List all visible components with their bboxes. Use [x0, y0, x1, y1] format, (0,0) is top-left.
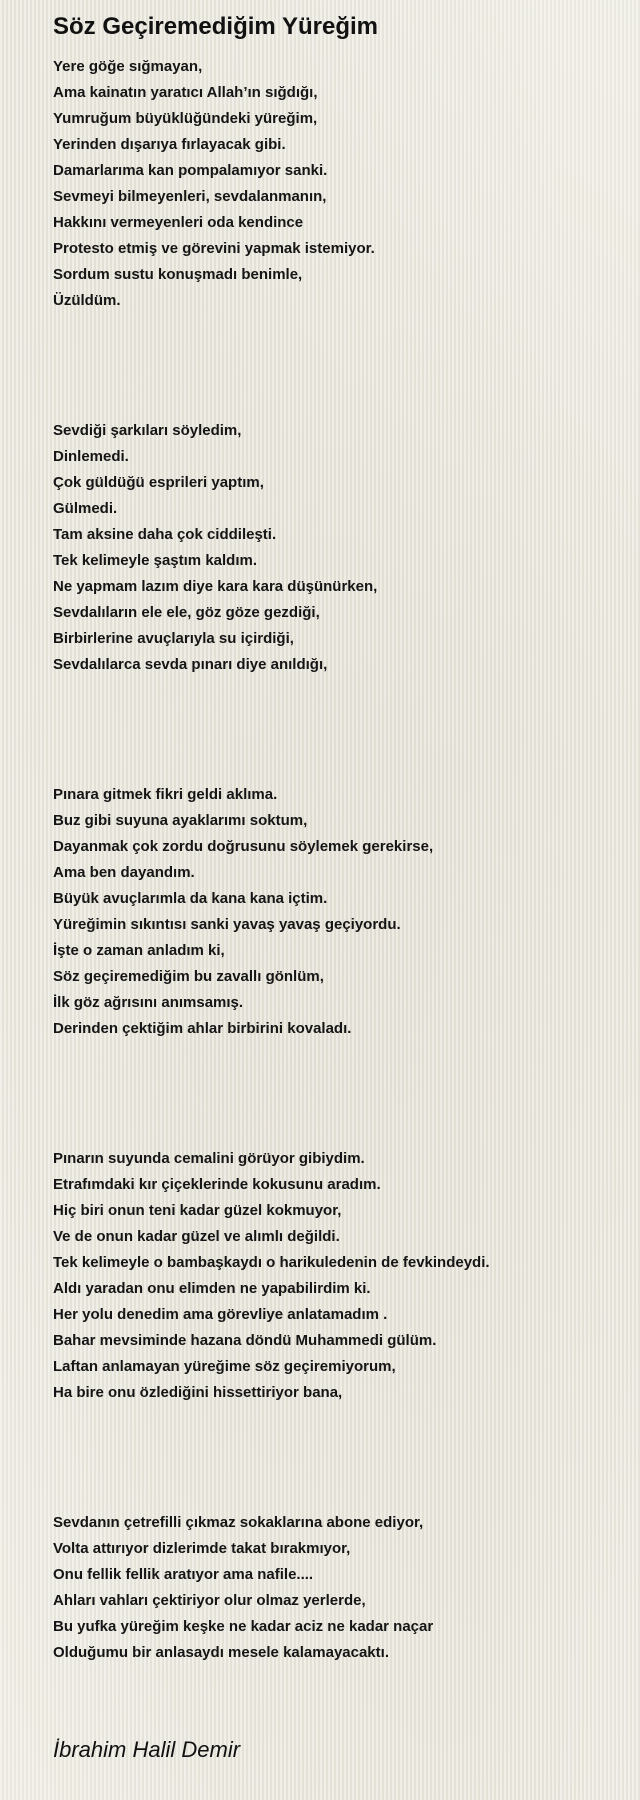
poem-line: Ve de onun kadar güzel ve alımlı değildi. [53, 1228, 340, 1245]
poem-line: Sevdiği şarkıları söyledim, [53, 422, 242, 439]
poem-line: Sevdanın çetrefilli çıkmaz sokaklarına abone ediyor, [53, 1514, 424, 1531]
poem-line: Yere göğe sığmayan, [53, 58, 203, 75]
poem-line: Pınarın suyunda cemalini görüyor gibiydim. [53, 1150, 365, 1167]
poem-line: Pınara gitmek fikri geldi aklıma. [53, 786, 278, 803]
poem-line: Protesto etmiş ve görevini yapmak istemiyor. [53, 240, 375, 257]
poem-line: İşte o zaman anladım ki, [53, 942, 225, 959]
poem-line: Yüreğimin sıkıntısı sanki yavaş yavaş geçiyordu. [53, 916, 401, 933]
poem-line: Söz geçiremediğim bu zavallı gönlüm, [53, 968, 324, 985]
poem-line: Onu fellik fellik aratıyor ama nafile.... [53, 1566, 314, 1583]
poem-line: Tek kelimeyle şaştım kaldım. [53, 552, 258, 569]
poem-title: Söz Geçiremediğim Yüreğim [53, 13, 378, 40]
poem-line: Dinlemedi. [53, 448, 129, 465]
stanza-2 [53, 418, 633, 678]
poem-line: İlk göz ağrısını anımsamış. [53, 994, 244, 1011]
poem-line: Bahar mevsiminde hazana döndü Muhammedi gülüm. [53, 1332, 437, 1349]
poem-body [53, 54, 633, 1666]
poem-line: Yumruğum büyüklüğündeki yüreğim, [53, 110, 318, 127]
poem-container [53, 12, 633, 1666]
poem-line: Damarlarıma kan pompalamıyor sanki. [53, 162, 328, 179]
poem-line: Derinden çektiğim ahlar birbirini kovaladı. [53, 1020, 352, 1037]
poem-line: Ne yapmam lazım diye kara kara düşünürken, [53, 578, 378, 595]
poem-line: Olduğumu bir anlasaydı mesele kalamayacaktı. [53, 1644, 389, 1661]
poem-line: Her yolu denedim ama görevliye anlatamadım . [53, 1306, 388, 1323]
poem-line: Aldı yaradan onu elimden ne yapabilirdim ki. [53, 1280, 371, 1297]
poem-line: Tam aksine daha çok ciddileşti. [53, 526, 277, 543]
poem-line: Buz gibi suyuna ayaklarımı soktum, [53, 812, 308, 829]
poem-line: Laftan anlamayan yüreğime söz geçiremiyorum, [53, 1358, 396, 1375]
poem-line: Ama kainatın yaratıcı Allah’ın sığdığı, [53, 84, 318, 101]
poem-line: Büyük avuçlarımla da kana kana içtim. [53, 890, 328, 907]
poem-line: Tek kelimeyle o bambaşkaydı o harikuledenin de fevkindeydi. [53, 1254, 490, 1271]
poem-line: Ahları vahları çektiriyor olur olmaz yerlerde, [53, 1592, 366, 1609]
poem-line: Çok güldüğü esprileri yaptım, [53, 474, 264, 491]
poem-line: Ha bire onu özlediğini hissettiriyor bana, [53, 1384, 343, 1401]
poem-line: Dayanmak çok zordu doğrusunu söylemek gerekirse, [53, 838, 434, 855]
stanza-3 [53, 782, 633, 1042]
stanza-1 [53, 54, 633, 314]
poem-line: Bu yufka yüreğim keşke ne kadar aciz ne kadar naçar [53, 1618, 434, 1635]
stanza-5 [53, 1510, 633, 1666]
poem-line: Sevmeyi bilmeyenleri, sevdalanmanın, [53, 188, 327, 205]
poem-line: Sevdalılarca sevda pınarı diye anıldığı, [53, 656, 328, 673]
poem-author: İbrahim Halil Demir [53, 1737, 241, 1762]
poem-line: Etrafımdaki kır çiçeklerinde kokusunu aradım. [53, 1176, 381, 1193]
poem-line: Gülmedi. [53, 500, 118, 517]
poem-line: Sevdalıların ele ele, göz göze gezdiği, [53, 604, 320, 621]
poem-line: Volta attırıyor dizlerimde takat bırakmıyor, [53, 1540, 351, 1557]
stanza-4 [53, 1146, 633, 1406]
poem-line: Hiç biri onun teni kadar güzel kokmuyor, [53, 1202, 342, 1219]
poem-line: Birbirlerine avuçlarıyla su içirdiği, [53, 630, 294, 647]
poem-line: Hakkını vermeyenleri oda kendince [53, 214, 304, 231]
poem-line: Üzüldüm. [53, 292, 121, 309]
poem-line: Ama ben dayandım. [53, 864, 195, 881]
poem-line: Sordum sustu konuşmadı benimle, [53, 266, 303, 283]
poem-line: Yerinden dışarıya fırlayacak gibi. [53, 136, 286, 153]
